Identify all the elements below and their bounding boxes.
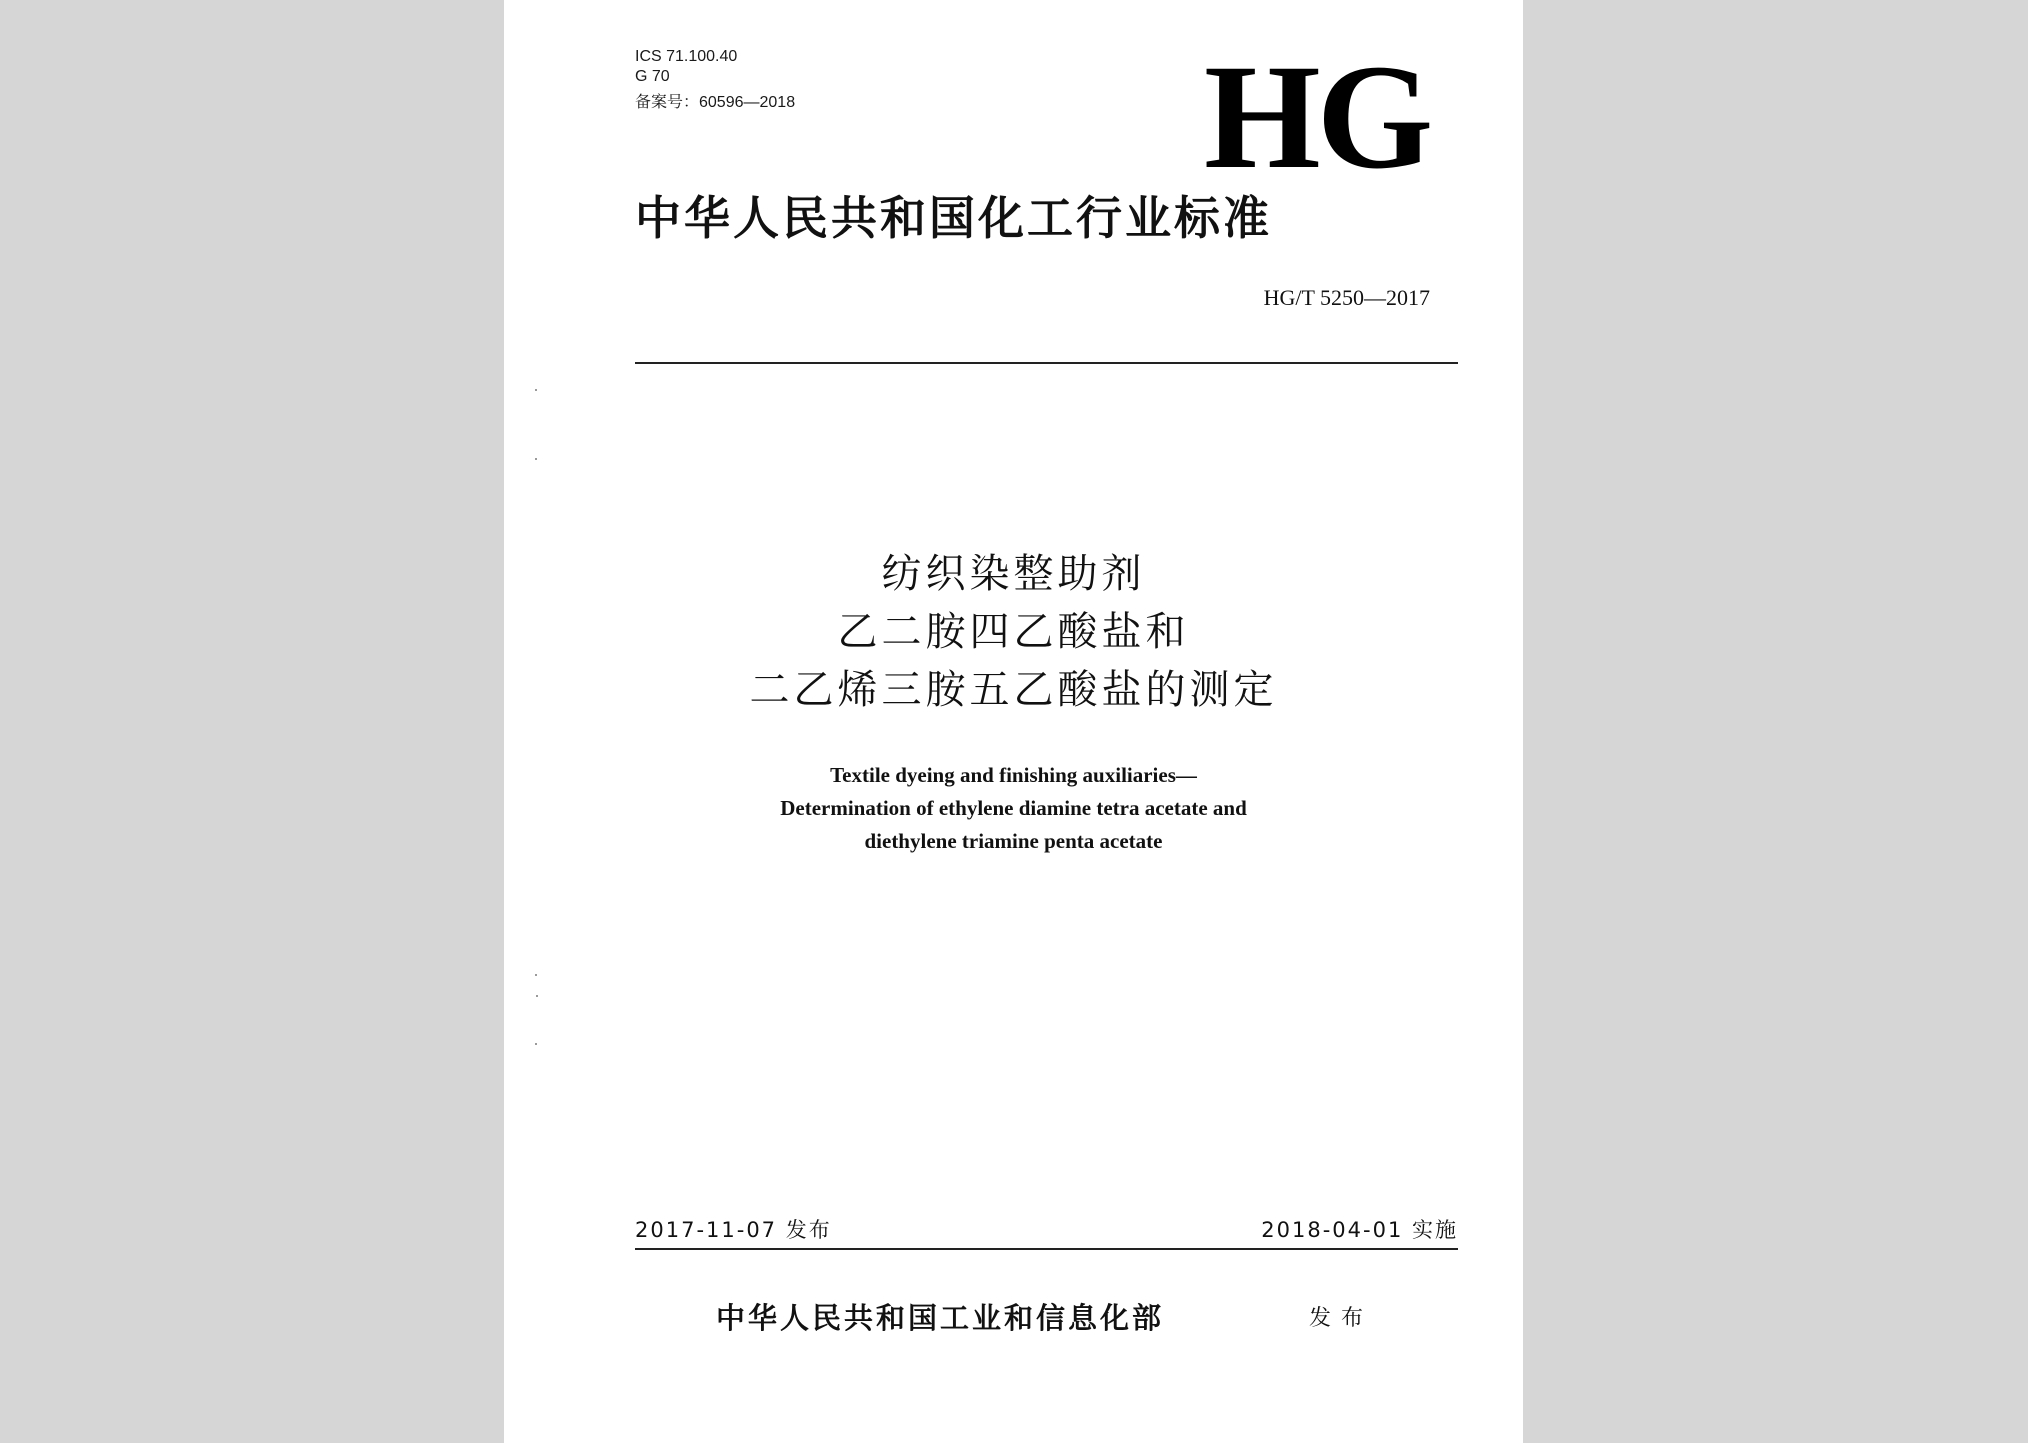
publisher-suffix: 发布 — [1309, 1306, 1374, 1331]
ccs-code: G 70 — [635, 68, 670, 85]
title-en-line-3: diethylene triamine penta acetate — [864, 829, 1163, 853]
title-zh-line-1: 纺织染整助剂 — [881, 551, 1146, 597]
document-page — [504, 0, 1523, 1443]
title-zh-line-3: 二乙烯三胺五乙酸盐的测定 — [749, 667, 1278, 713]
standard-number: HG/T 5250—2017 — [1263, 285, 1430, 310]
scan-speck — [536, 995, 538, 997]
filing-number: 备案号：60596—2018 — [635, 94, 796, 111]
ics-code: ICS 71.100.40 — [635, 48, 738, 65]
scan-speck — [535, 974, 537, 976]
standard-organization-title: 中华人民共和国化工行业标准 — [635, 191, 1272, 245]
hg-logo: HG — [1204, 34, 1430, 200]
scan-speck — [535, 1043, 537, 1045]
scan-speck — [535, 458, 537, 460]
title-zh-line-2: 乙二胺四乙酸盐和 — [837, 609, 1190, 655]
header-divider — [635, 362, 1458, 364]
title-en-line-2: Determination of ethylene diamine tetra acetate and — [780, 796, 1247, 820]
scan-speck — [535, 389, 537, 391]
footer-divider — [635, 1248, 1458, 1250]
publisher: 中华人民共和国工业和信息化部 — [716, 1301, 1165, 1335]
issue-date: 2017-11-07 发布 — [635, 1218, 832, 1242]
implementation-date: 2018-04-01 实施 — [1261, 1218, 1458, 1242]
title-en-line-1: Textile dyeing and finishing auxiliaries— — [830, 763, 1197, 787]
